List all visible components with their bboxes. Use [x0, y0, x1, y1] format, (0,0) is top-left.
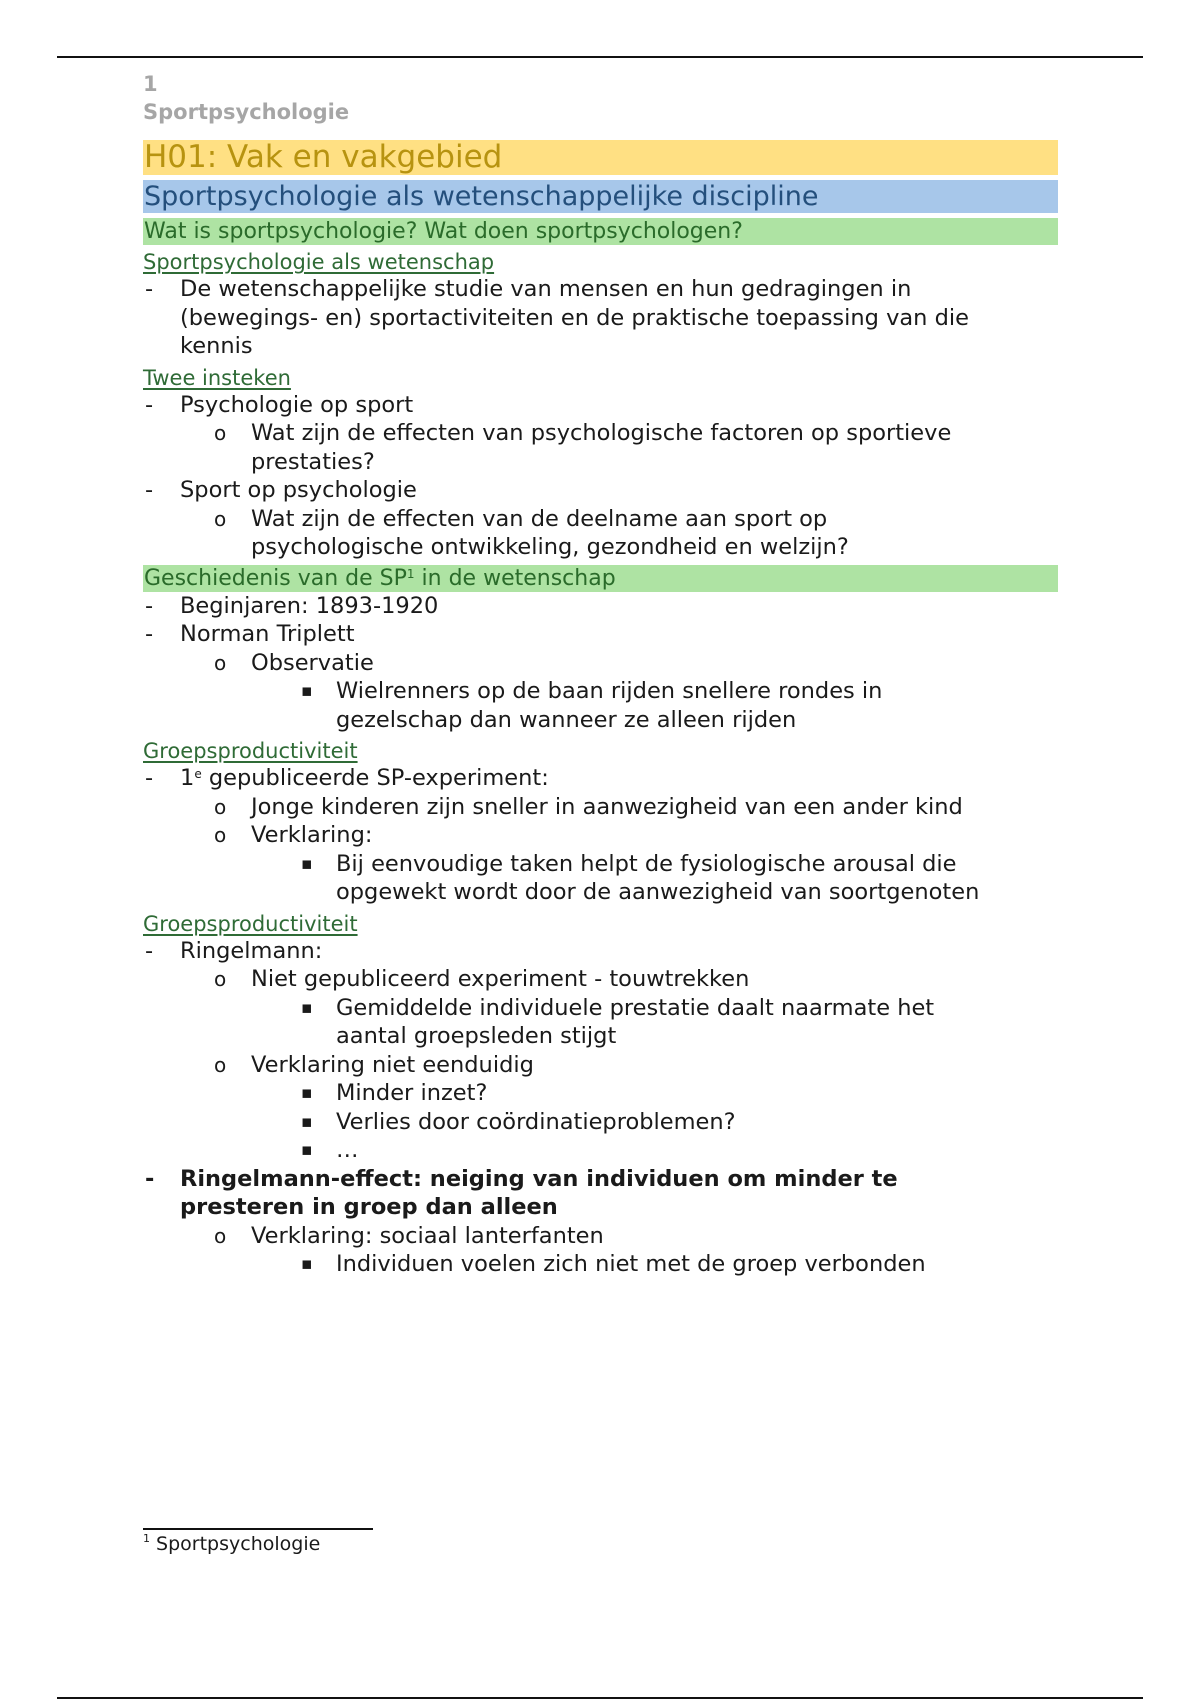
topic-title-group-productivity: Groepsproductiviteit	[143, 911, 358, 936]
list-item-text: Wat zijn de effecten van psychologische factoren op sportieve	[251, 420, 952, 446]
circle-bullet: o	[214, 421, 227, 445]
list-item-text: gezelschap dan wanneer ze alleen rijden	[336, 706, 797, 733]
square-bullet: ▪	[301, 1140, 313, 1160]
list-item-text: Verlies door coördinatieproblemen?	[336, 1108, 736, 1135]
list-item-text: Individuen voelen zich niet met de groep verbonden	[336, 1251, 926, 1277]
circle-bullet: o	[214, 650, 227, 675]
list-item-text: Beginjaren: 1893-1920	[180, 592, 439, 619]
list-item	[143, 793, 1058, 822]
footnote-text: Sportpsychologie	[150, 1533, 321, 1555]
square-bullet: ▪	[301, 1083, 313, 1103]
circle-bullet: o	[214, 1052, 227, 1077]
topic-title-science: Sportpsychologie als wetenschap	[143, 250, 495, 274]
list-item-text: 1	[180, 765, 195, 791]
list-item-text: presteren in groep dan alleen	[180, 1194, 558, 1220]
list-item	[143, 1079, 1058, 1108]
subsection-heading-history	[143, 565, 1058, 592]
list-item-text: Bij eenvoudige taken helpt de fysiologische arousal die	[336, 850, 957, 877]
ordinal-suffix: e	[194, 767, 202, 781]
topic-title-two-approaches: Twee insteken	[143, 365, 291, 390]
list-item-text: De wetenschappelijke studie van mensen en hun gedragingen in	[180, 276, 912, 302]
list-item-text: kennis	[180, 333, 253, 359]
list-item-text: Verklaring niet eenduidig	[251, 1051, 534, 1078]
list-item	[143, 419, 1058, 476]
list-item	[143, 1136, 1058, 1165]
list-item	[143, 821, 1058, 850]
square-bullet: ▪	[301, 853, 313, 874]
list-item-text: Wat zijn de effecten van de deelname aan sport op	[251, 505, 828, 532]
dash-bullet: -	[145, 1165, 155, 1192]
bottom-rule	[57, 1697, 1143, 1699]
list-item-text: Psychologie op sport	[180, 391, 414, 418]
list-item	[143, 620, 1058, 649]
list-item	[143, 850, 1058, 907]
list-item	[143, 677, 1058, 734]
top-rule	[57, 56, 1143, 58]
list-item	[143, 1108, 1058, 1137]
list-item-text: aantal groepsleden stijgt	[336, 1023, 617, 1049]
footnote-separator	[143, 1528, 373, 1530]
list-item	[143, 649, 1058, 678]
list-item-text: Wielrenners op de baan rijden snellere rondes in	[336, 678, 883, 704]
dash-bullet: -	[145, 937, 154, 964]
circle-bullet: o	[214, 794, 227, 819]
footnote-number: 1	[143, 1532, 150, 1545]
list-item-text: (bewegings- en) sportactiviteiten en de praktische toepassing van die	[180, 304, 969, 331]
list-item	[143, 994, 1058, 1051]
list-item-text: prestaties?	[251, 448, 375, 475]
dash-bullet: -	[145, 621, 154, 647]
list-item-text: Ringelmann-effect: neiging van individuen om minder te	[180, 1165, 898, 1192]
circle-bullet: o	[214, 506, 227, 531]
list-item-text: psychologische ontwikkeling, gezondheid en welzijn?	[251, 534, 849, 560]
dash-bullet: -	[145, 592, 154, 619]
footnote-ref: 1	[406, 566, 415, 581]
list-item	[143, 476, 1058, 505]
list-item-text: Observatie	[251, 649, 374, 676]
dash-bullet: -	[145, 391, 154, 418]
square-bullet: ▪	[301, 1254, 313, 1274]
list-item-text: Verklaring:	[251, 822, 373, 848]
heading-text-tail: in de wetenschap	[414, 565, 616, 591]
circle-bullet: o	[214, 967, 227, 991]
chapter-heading: H01: Vak en vakgebied	[143, 140, 1058, 175]
section-heading: Sportpsychologie als wetenschappelijke discipline	[143, 180, 1058, 213]
list-item	[143, 275, 1058, 361]
list-item-text: gepubliceerde SP-experiment:	[201, 765, 549, 791]
list-item-text: Niet gepubliceerd experiment - touwtrekken	[251, 966, 750, 992]
circle-bullet: o	[214, 1223, 227, 1248]
heading-text: Geschiedenis van de SP	[144, 565, 407, 591]
list-item-text: Gemiddelde individuele prestatie daalt naarmate het	[336, 994, 935, 1021]
list-item-text: Minder inzet?	[336, 1080, 488, 1106]
list-item-text: opgewekt wordt door de aanwezigheid van soortgenoten	[336, 879, 980, 905]
topic-title-group-productivity: Groepsproductiviteit	[143, 739, 358, 763]
subsection-heading-what-is: Wat is sportpsychologie? Wat doen sportpsychologen?	[143, 218, 1058, 245]
page-number: 1	[143, 72, 158, 96]
list-item-text: Jonge kinderen zijn sneller in aanwezigheid van een ander kind	[251, 793, 963, 820]
circle-bullet: o	[214, 823, 227, 847]
list-item-text: Norman Triplett	[180, 621, 355, 647]
list-item-text: …	[336, 1137, 359, 1163]
list-item	[143, 937, 1058, 966]
running-title: Sportpsychologie	[143, 100, 350, 124]
list-item-text: Verklaring: sociaal lanterfanten	[251, 1222, 604, 1249]
list-item	[143, 1222, 1058, 1251]
square-bullet: ▪	[301, 681, 313, 701]
list-item-text: Ringelmann:	[180, 937, 323, 964]
list-item	[143, 965, 1058, 994]
list-item-definition	[143, 1165, 1058, 1222]
list-item	[143, 1250, 1058, 1279]
list-item	[143, 505, 1058, 562]
list-item-text: Sport op psychologie	[180, 477, 417, 503]
list-item	[143, 592, 1058, 621]
list-item	[143, 1051, 1058, 1080]
square-bullet: ▪	[301, 1111, 313, 1132]
page-content	[143, 70, 1058, 1279]
dash-bullet: -	[145, 477, 154, 503]
square-bullet: ▪	[301, 997, 313, 1018]
footnote	[143, 1532, 320, 1556]
dash-bullet: -	[145, 765, 154, 791]
dash-bullet: -	[145, 276, 154, 302]
list-item	[143, 391, 1058, 420]
list-item	[143, 764, 1058, 793]
